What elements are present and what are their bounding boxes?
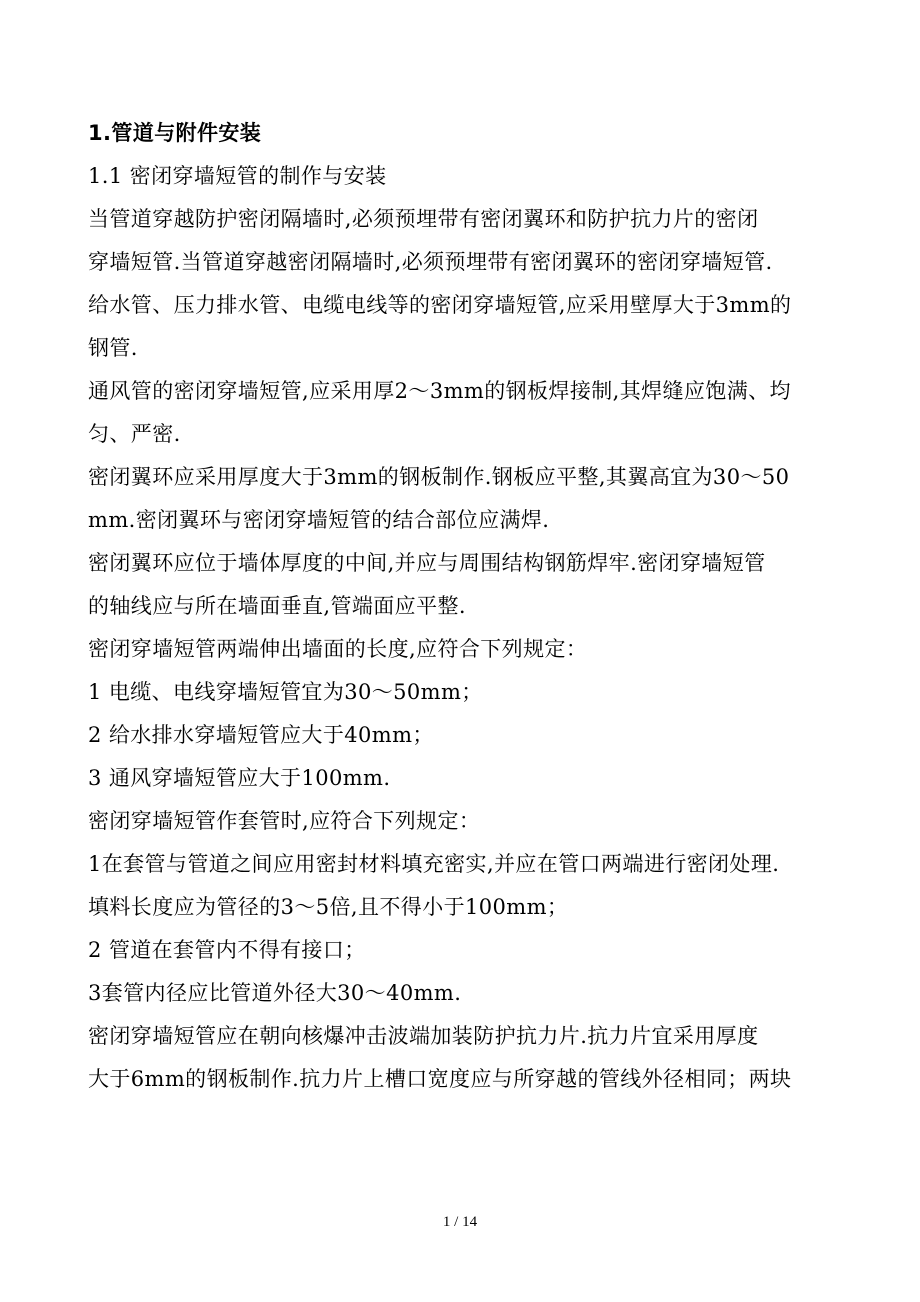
- list-item: 3 通风穿墙短管应大于100mm.: [88, 766, 391, 790]
- subsection-heading: 1.1 密闭穿墙短管的制作与安装: [88, 164, 387, 188]
- text-line: 通风管的密闭穿墙短管,应采用厚2～3mm的钢板焊接制,其焊缝应饱满、均: [88, 379, 791, 403]
- text-line: 大于6mm的钢板制作.抗力片上槽口宽度应与所穿越的管线外径相同；两块: [88, 1067, 792, 1091]
- list-item: 2 给水排水穿墙短管应大于40mm；: [88, 723, 434, 747]
- list-item: 3套管内径应比管道外径大30～40mm.: [88, 981, 462, 1005]
- text-line: 密闭翼环应位于墙体厚度的中间,并应与周围结构钢筋焊牢.密闭穿墙短管: [88, 551, 766, 575]
- text-line: 填料长度应为管径的3～5倍,且不得小于100mm；: [88, 895, 569, 919]
- list-item: 2 管道在套管内不得有接口；: [88, 938, 366, 962]
- list-item: 1在套管与管道之间应用密封材料填充密实,并应在管口两端进行密闭处理.: [88, 852, 780, 876]
- text-line: 密闭翼环应采用厚度大于3mm的钢板制作.钢板应平整,其翼高宜为30～50: [88, 465, 790, 489]
- list-item: 1 电缆、电线穿墙短管宜为30～50mm；: [88, 680, 483, 704]
- document-body: [88, 112, 840, 1101]
- text-line: 当管道穿越防护密闭隔墙时,必须预埋带有密闭翼环和防护抗力片的密闭: [88, 207, 759, 231]
- text-line: 的轴线应与所在墙面垂直,管端面应平整.: [88, 594, 466, 618]
- text-line: 密闭穿墙短管应在朝向核爆冲击波端加装防护抗力片.抗力片宜采用厚度: [88, 1024, 759, 1048]
- text-line: 穿墙短管.当管道穿越密闭隔墙时,必须预埋带有密闭翼环的密闭穿墙短管.: [88, 250, 773, 274]
- text-line: 钢管.: [88, 336, 138, 360]
- text-line: 匀、严密.: [88, 422, 181, 446]
- page-number: 1 / 14: [442, 1214, 478, 1230]
- text-line: 密闭穿墙短管作套管时,应符合下列规定：: [88, 809, 481, 833]
- section-heading: 1.管道与附件安装: [88, 121, 262, 145]
- text-line: 给水管、压力排水管、电缆电线等的密闭穿墙短管,应采用壁厚大于3mm的: [88, 293, 792, 317]
- text-line: mm.密闭翼环与密闭穿墙短管的结合部位应满焊.: [88, 508, 550, 532]
- text-line: 密闭穿墙短管两端伸出墙面的长度,应符合下列规定：: [88, 637, 588, 661]
